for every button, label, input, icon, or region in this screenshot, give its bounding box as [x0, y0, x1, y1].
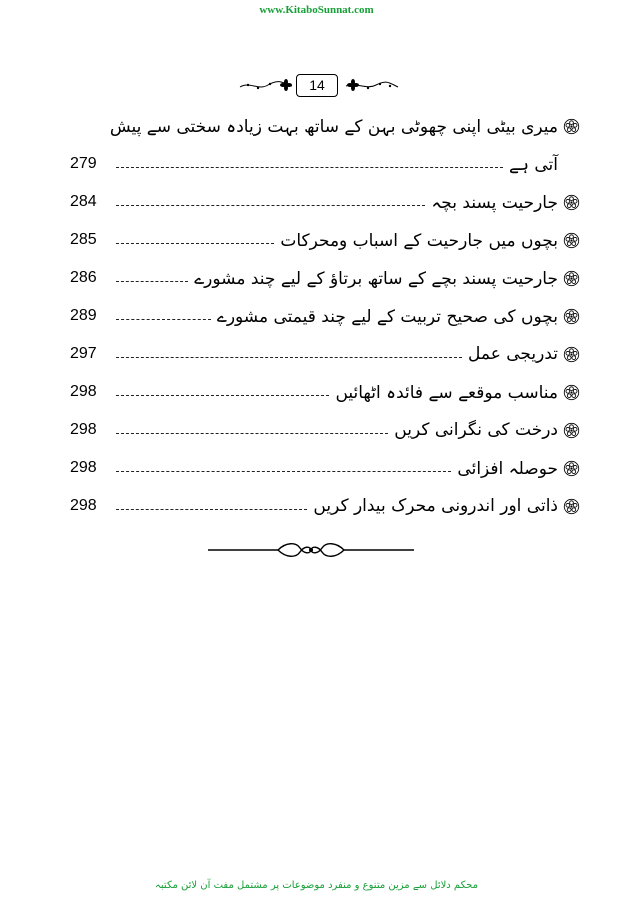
- toc-entry-title-continuation: آتی ہے: [509, 154, 558, 175]
- dotted-leader: [116, 509, 307, 510]
- page-number: 14: [296, 74, 338, 97]
- flower-bullet-icon: [563, 346, 580, 363]
- toc-entry-title: بچوں میں جارحیت کے اسباب ومحرکات: [280, 230, 558, 251]
- ornamental-divider-icon: [206, 538, 416, 562]
- toc-entry[interactable]: [70, 449, 580, 487]
- toc-entry-title: میری بیٹی اپنی چھوٹی بہن کے ساتھ بہت زیادہ سختی سے پیش: [109, 117, 558, 137]
- page-number-ornament: [236, 73, 402, 99]
- toc-entry[interactable]: [70, 259, 580, 297]
- toc-entry[interactable]: [70, 108, 580, 145]
- toc-entry-continuation[interactable]: [70, 145, 580, 183]
- dotted-leader: [116, 395, 329, 396]
- table-of-contents: [70, 108, 580, 525]
- dotted-leader: [116, 243, 274, 244]
- dotted-leader: [116, 433, 388, 434]
- toc-entry-title: بچوں کی صحیح تربیت کے لیے چند قیمتی مشورے: [216, 306, 558, 327]
- dotted-leader: [116, 471, 451, 472]
- toc-entry[interactable]: [70, 487, 580, 525]
- toc-entry-title: مناسب موقعے سے فائدہ اٹھائیں: [335, 382, 558, 403]
- toc-entry[interactable]: [70, 221, 580, 259]
- footer-text: محکم دلائل سے مزین متنوع و منفرد موضوعات پر مشتمل مفت آن لائن مکتبہ: [155, 880, 478, 891]
- flower-bullet-icon: [563, 498, 580, 515]
- toc-entry-title: جارحیت پسند بچہ: [431, 192, 558, 213]
- toc-entry-page: 285: [70, 231, 97, 248]
- toc-entry-title: تدریجی عمل: [468, 344, 558, 364]
- toc-entry-page: 298: [70, 459, 97, 476]
- flower-bullet-icon: [563, 232, 580, 249]
- dotted-leader: [116, 357, 462, 358]
- toc-entry-page: 286: [70, 269, 97, 286]
- toc-entry-title: حوصلہ افزائی: [457, 458, 558, 479]
- toc-entry-page: 298: [70, 421, 97, 438]
- dotted-leader: [116, 205, 425, 206]
- toc-entry-title: جارحیت پسند بچے کے ساتھ برتاؤ کے لیے چند مشورے: [194, 268, 558, 289]
- flower-bullet-icon: [563, 118, 580, 135]
- toc-entry[interactable]: [70, 411, 580, 449]
- flower-bullet-icon: [563, 384, 580, 401]
- dotted-leader: [116, 281, 188, 282]
- flower-bullet-icon: [563, 194, 580, 211]
- toc-entry[interactable]: [70, 335, 580, 373]
- flower-bullet-icon: [563, 460, 580, 477]
- toc-entry-page: 284: [70, 193, 97, 210]
- toc-entry-title: ذاتی اور اندرونی محرک بیدار کریں: [313, 496, 558, 516]
- dotted-leader: [116, 167, 503, 168]
- site-url[interactable]: www.KitaboSunnat.com: [259, 4, 374, 16]
- toc-entry-page: 298: [70, 383, 97, 400]
- toc-entry-title: درخت کی نگرانی کریں: [394, 420, 558, 440]
- toc-entry[interactable]: [70, 373, 580, 411]
- toc-entry[interactable]: [70, 297, 580, 335]
- dotted-leader: [116, 319, 211, 320]
- toc-entry-page: 298: [70, 497, 97, 514]
- toc-entry-page: 289: [70, 307, 97, 324]
- toc-entry[interactable]: [70, 183, 580, 221]
- toc-entry-page: 279: [70, 155, 97, 172]
- flower-bullet-icon: [563, 422, 580, 439]
- toc-entry-page: 297: [70, 345, 97, 362]
- flower-bullet-icon: [563, 308, 580, 325]
- flower-bullet-icon: [563, 270, 580, 287]
